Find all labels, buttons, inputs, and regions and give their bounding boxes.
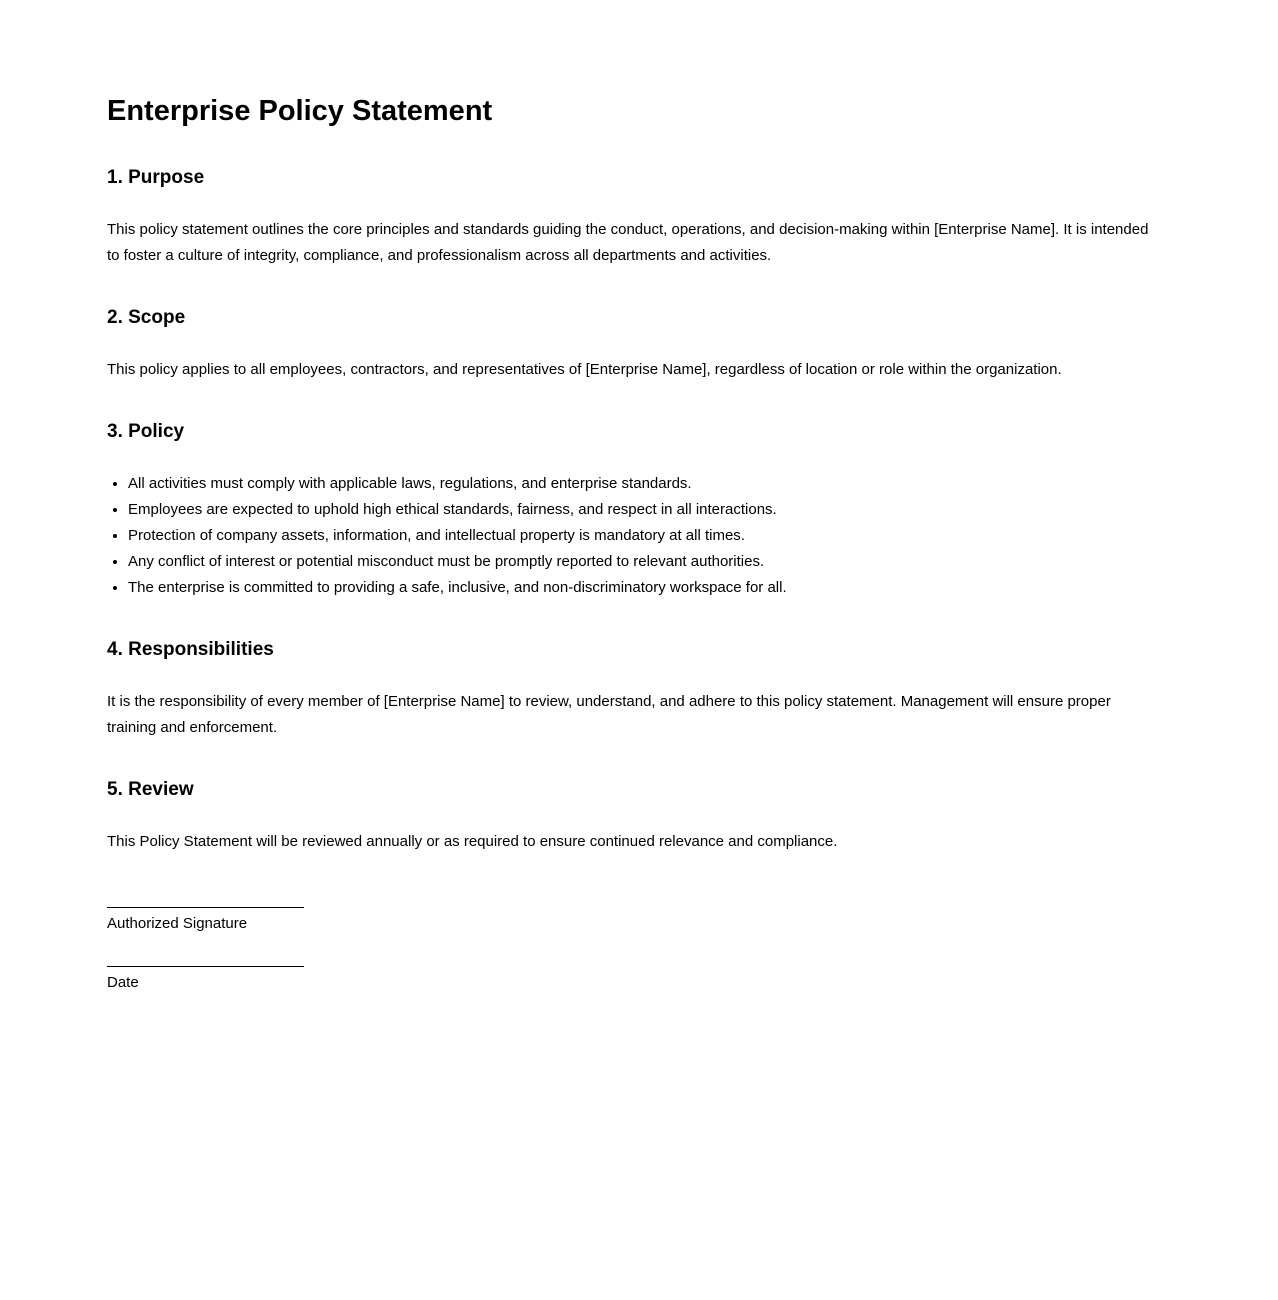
section-heading-purpose: 1. Purpose [107,167,205,188]
section-heading-review: 5. Review [107,779,194,800]
section-heading-policy: 3. Policy [107,421,185,442]
signature-line [107,907,304,908]
signature-label: Authorized Signature [107,915,248,932]
section-heading-responsibilities: 4. Responsibilities [107,639,274,660]
document-content [107,97,1162,996]
section-heading-scope: 2. Scope [107,307,186,328]
policy-list-item: • Any conflict of interest or potential misconduct must be promptly reported to relevant authorities. [128,549,1162,575]
date-line [107,966,304,967]
policy-list-item: • Employees are expected to uphold high ethical standards, fairness, and respect in all interactions. [128,497,1162,523]
signature-block [107,907,1162,996]
policy-list-item: • All activities must comply with applicable laws, regulations, and enterprise standards. [128,471,1162,497]
purpose-paragraph: This policy statement outlines the core principles and standards guiding the conduct, operations, and decision-making within [Enterprise Name]. It is intended to foster a culture of integrity, compliance, and professionalism across all departments and activities. [107,221,1149,264]
document-title: Enterprise Policy Statement [107,95,493,127]
policy-list-item: • Protection of company assets, information, and intellectual property is mandatory at all times. [128,523,1162,549]
date-label: Date [107,974,139,991]
responsibilities-paragraph: It is the responsibility of every member of [Enterprise Name] to review, understand, and adhere to this policy statement. Management will ensure proper training and enforcement. [107,693,1111,736]
review-paragraph: This Policy Statement will be reviewed annually or as required to ensure continued relevance and compliance. [107,833,838,850]
signature-group [107,907,1162,937]
date-group [107,966,1162,996]
scope-paragraph: This policy applies to all employees, contractors, and representatives of [Enterprise Name], regardless of location or role within the organization. [107,361,1062,378]
policy-list [107,471,1162,601]
policy-list-item: • The enterprise is committed to providing a safe, inclusive, and non-discriminatory workspace for all. [128,575,1162,601]
